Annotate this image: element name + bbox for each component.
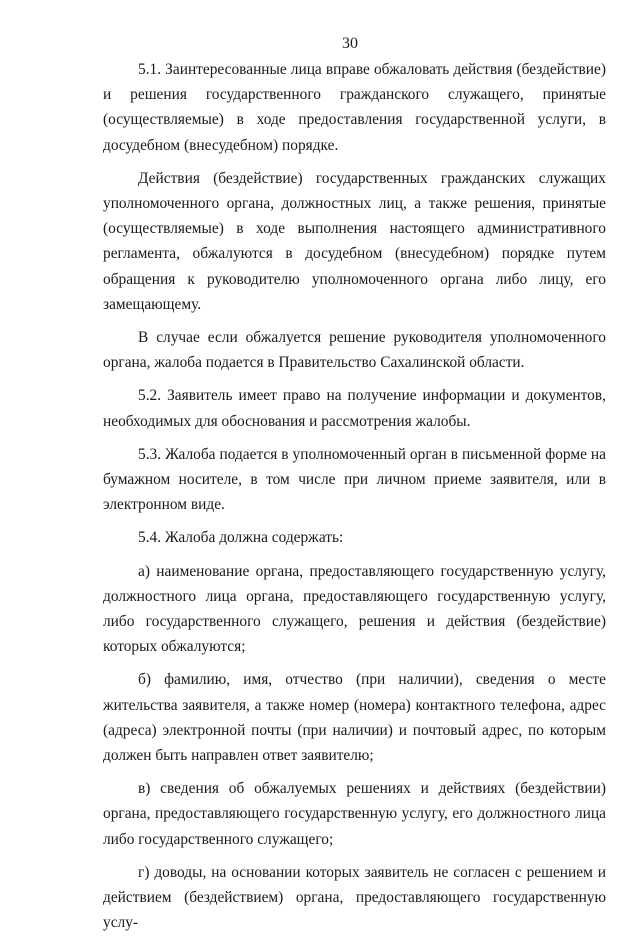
paragraph-5-3: 5.3. Жалоба подается в уполномоченный орган в письменной форме на бумажном носителе, в том числе при личном приеме заявителя, или в электронном виде. <box>103 445 606 514</box>
paragraph-5-4: 5.4. Жалоба должна содержать: <box>138 529 344 547</box>
list-item-a: а) наименование органа, предоставляющего государственную услугу, должностного лица органа, предоставляющего государственную услугу, либо государственного служащего, решения и действия (бездействие) которых обжалуются; <box>103 562 606 656</box>
list-item-v: в) сведения об обжалуемых решениях и действиях (бездействии) органа, предоставляющего государственную услугу, его должностного лица либо государственного служащего; <box>103 780 606 848</box>
list-item-b: б) фамилию, имя, отчество (при наличии), сведения о месте жительства заявителя, а также номер (номера) контактного телефона, адрес (адреса) электронной почты (при наличии) и почтовый адрес, по которым должен быть направлен ответ заявителю; <box>103 671 606 765</box>
document-body <box>103 57 606 942</box>
list-item-g: г) доводы, на основании которых заявитель не согласен с решением и действием (бездействием) органа, предоставляющего государственную услу- <box>103 863 606 932</box>
paragraph-head-decision: В случае если обжалуется решение руководителя уполномоченного органа, жалоба подается в Правительство Сахалинской области. <box>103 329 606 372</box>
paragraph-5-2: 5.2. Заявитель имеет право на получение информации и документов, необходимых для обоснования и рассмотрения жалобы. <box>103 387 606 430</box>
page-number: 30 <box>342 35 358 52</box>
paragraph-5-1: 5.1. Заинтересованные лица вправе обжаловать действия (бездействие) и решения государственного гражданского служащего, принятые (осуществляемые) в ходе предоставления государственной услуги, в досудебном (внесудебном) порядке. <box>103 61 606 154</box>
paragraph-appeal-procedure: Действия (бездействие) государственных гражданских служащих уполномоченного органа, должностных лиц, а также решения, принятые (осуществляемые) в ходе выполнения настоящего административного регламента, обжалуются в досудебном (внесудебном) порядке путем обращения к руководителю уполномоченного органа либо лицу, его замещающему. <box>103 169 606 313</box>
